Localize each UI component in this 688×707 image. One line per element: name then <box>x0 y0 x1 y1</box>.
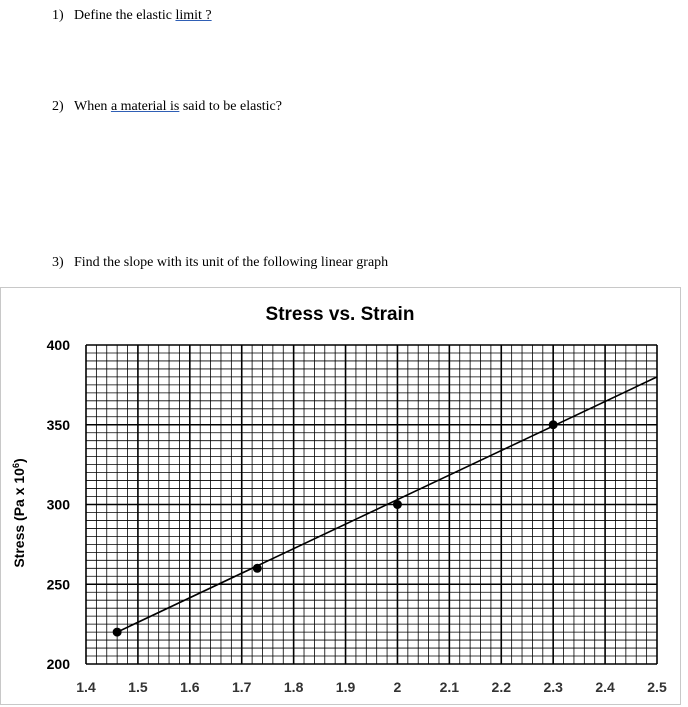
y-axis-label-text: Stress (Pa x 10 <box>11 468 27 568</box>
y-axis-label-superscript: 6 <box>11 463 21 469</box>
x-tick-label: 2 <box>393 679 402 695</box>
question-2-number: 2) <box>52 99 64 114</box>
question-1-number: 1) <box>52 8 64 23</box>
y-axis-label-close: ) <box>11 458 27 464</box>
x-tick-label: 1.8 <box>283 679 304 695</box>
y-tick-label: 250 <box>46 576 70 593</box>
question-2-underlined: a material is <box>110 99 180 114</box>
question-2-text-before: When <box>74 99 111 114</box>
x-tick-label: 1.5 <box>128 679 148 695</box>
y-tick-label: 300 <box>46 496 70 513</box>
question-1-text: Define the elastic <box>74 8 176 23</box>
chart-title: Stress vs. Strain <box>265 304 415 325</box>
question-2-text-after: said to be elastic? <box>179 99 282 114</box>
x-tick-label: 2.2 <box>491 679 512 695</box>
y-tick-label: 200 <box>46 656 70 672</box>
chart-grid <box>86 345 657 664</box>
x-tick-label: 2.1 <box>439 679 460 695</box>
x-tick-label: 1.9 <box>335 679 356 695</box>
x-tick-label: 1.6 <box>180 679 200 695</box>
data-point <box>549 420 558 429</box>
x-tick-label: 2.4 <box>595 679 615 695</box>
question-1-underlined: limit ? <box>175 8 212 23</box>
x-tick-label: 2.3 <box>543 679 563 695</box>
question-3-text: Find the slope with its unit of the following linear graph <box>74 255 389 270</box>
data-point <box>113 628 122 637</box>
x-tick-label: 1.4 <box>76 679 96 695</box>
data-point <box>393 500 402 509</box>
x-tick-label: 2.5 <box>647 679 667 695</box>
y-tick-label: 350 <box>46 416 70 433</box>
x-tick-label: 1.7 <box>231 679 252 695</box>
y-tick-label: 400 <box>46 337 70 353</box>
question-3-number: 3) <box>52 255 64 270</box>
chart-series <box>113 377 657 637</box>
data-point <box>253 564 262 573</box>
y-axis-label <box>11 458 27 567</box>
